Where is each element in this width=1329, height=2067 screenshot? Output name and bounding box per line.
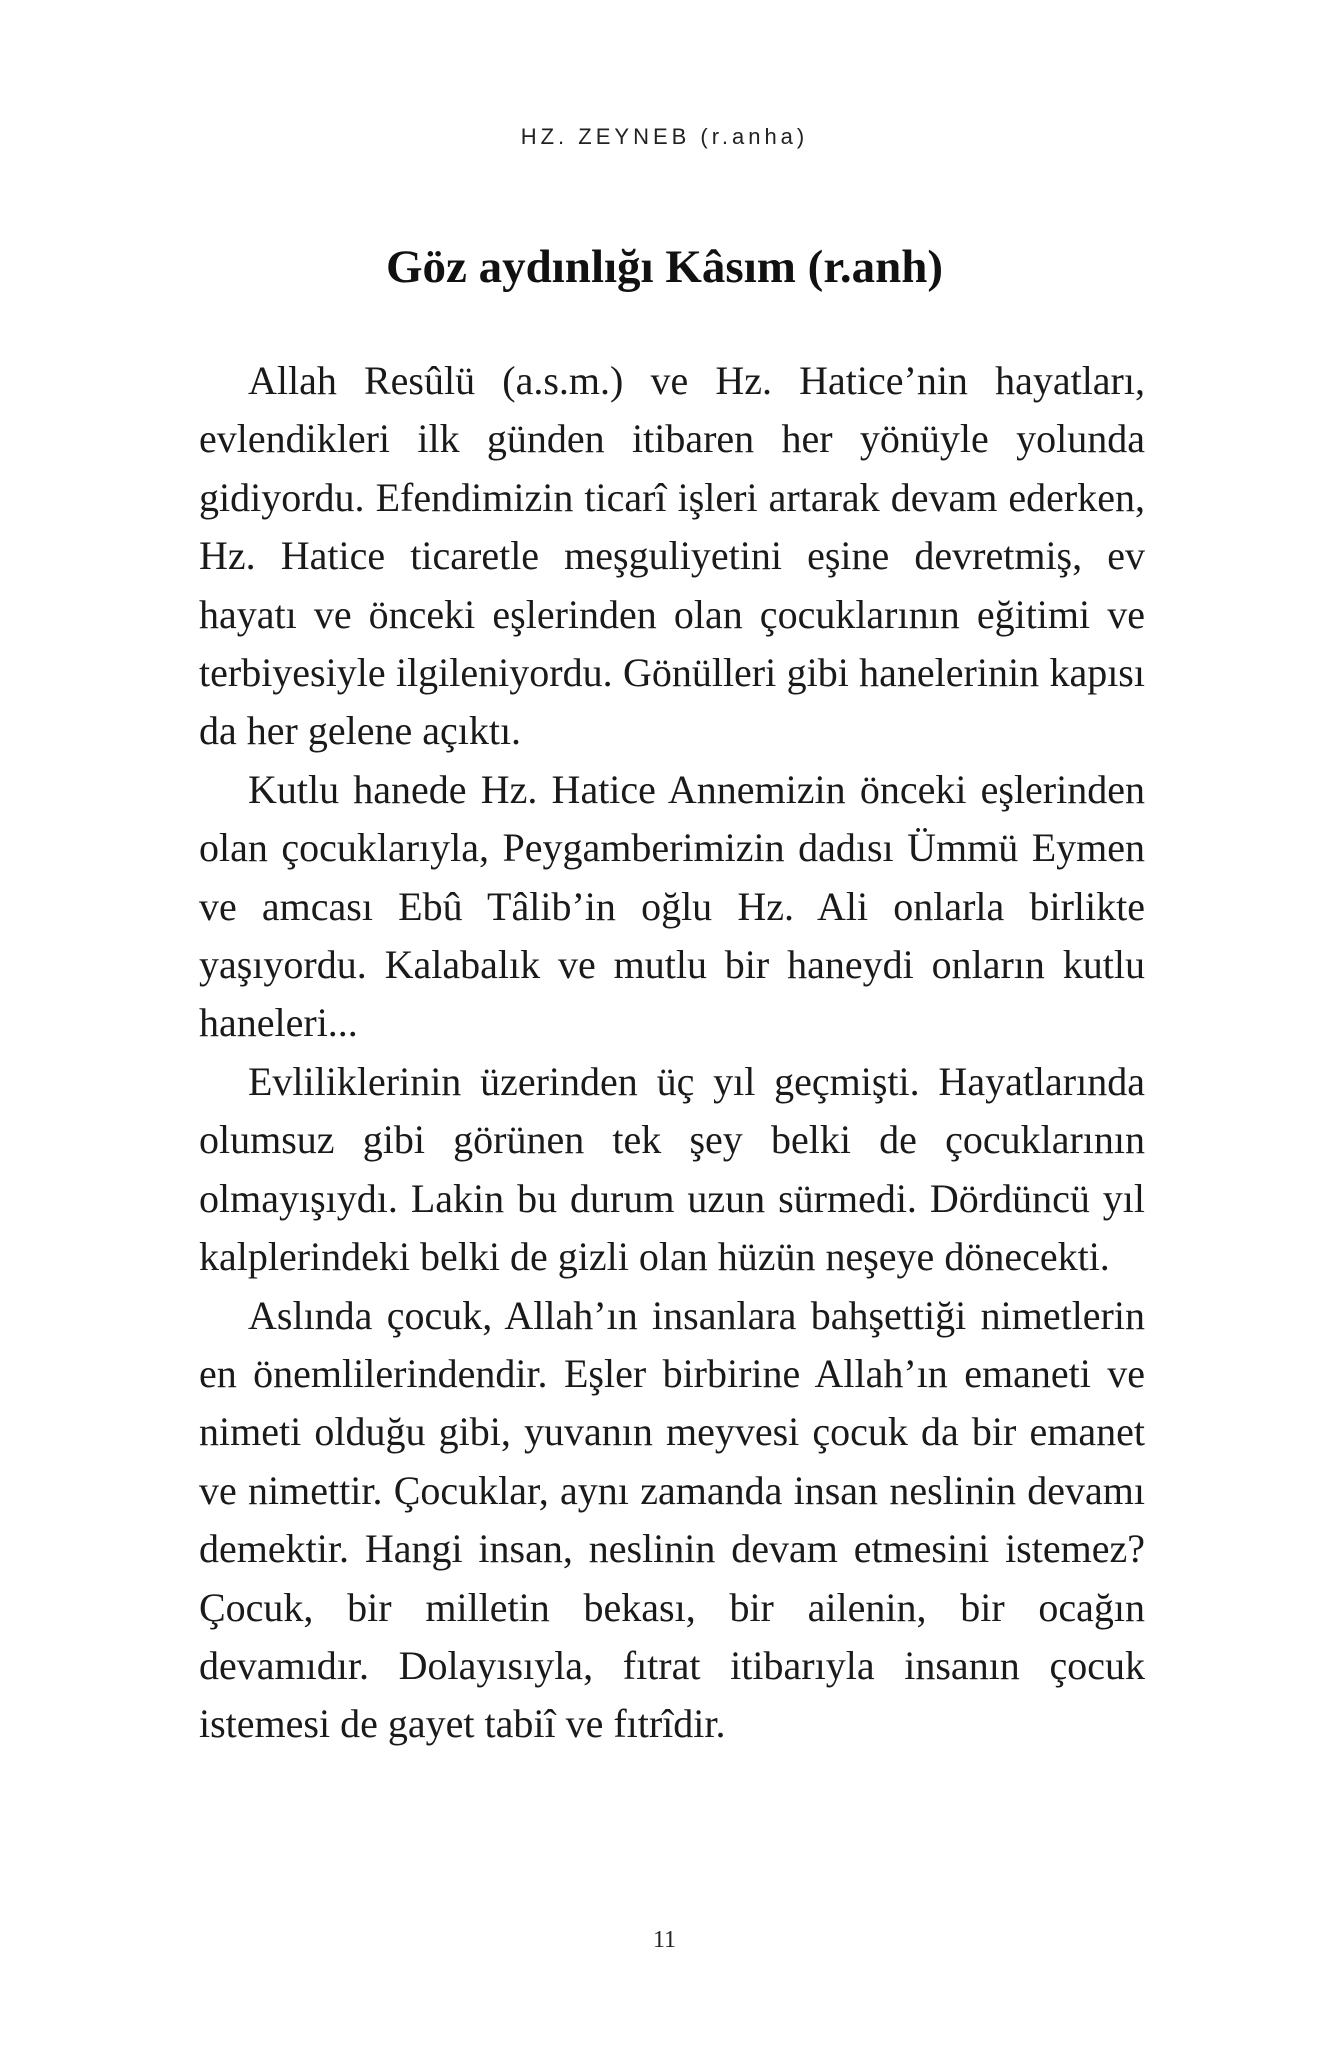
paragraph: Aslında çocuk, Allah’ın insanlara bahşettiği nimetlerin en önemlilerindendir. Eşler birbirine Allah’ın emaneti ve nimeti olduğu gibi, yuvanın meyvesi çocuk da bir emanet ve nimettir. Çocuklar, aynı zamanda insan neslinin devamı demektir. Hangi insan, neslinin devam etmesini istemez? Çocuk, bir milletin bekası, bir ailenin, bir ocağın devamıdır. Dolayısıyla, fıtrat itibarıyla insanın çocuk istemesi de gayet tabiî ve fıtrîdir. xyxy=(199,1292,1145,1747)
paragraph: Kutlu hanede Hz. Hatice Annemizin önceki eşlerinden olan çocuklarıyla, Peygamberimizin dadısı Ümmü Eymen ve amcası Ebû Tâlib’in oğlu Hz. Ali onlarla birlikte yaşıyordu. Kalabalık ve mutlu bir haneydi onların kutlu haneleri... xyxy=(199,766,1145,1046)
page-number: 11 xyxy=(652,1927,677,1953)
paragraph: Allah Resûlü (a.s.m.) ve Hz. Hatice’nin hayatları, evlendikleri ilk günden itibaren her yönüyle yolunda gidiyordu. Efendimizin ticarî işleri artarak devam ederken, Hz. Hatice ticaretle meşguliyetini eşine devretmiş, ev hayatı ve önceki eşlerinden olan çocuklarının eğitimi ve terbiyesiyle ilgileniyordu. Gönülleri gibi hanelerinin kapısı da her gelene açıktı. xyxy=(199,358,1145,754)
body-text xyxy=(199,352,1145,1754)
chapter-title: Göz aydınlığı Kâsım (r.anh) xyxy=(385,241,944,293)
running-header: HZ. ZEYNEB (r.anha) xyxy=(520,124,809,149)
paragraph: Evliliklerinin üzerinden üç yıl geçmişti. Hayatlarında olumsuz gibi görünen tek şey belki de çocuklarının olmayışıydı. Lakin bu durum uzun sürmedi. Dördüncü yıl kalplerindeki belki de gizli olan hüzün neşeye dönecekti. xyxy=(199,1058,1145,1280)
